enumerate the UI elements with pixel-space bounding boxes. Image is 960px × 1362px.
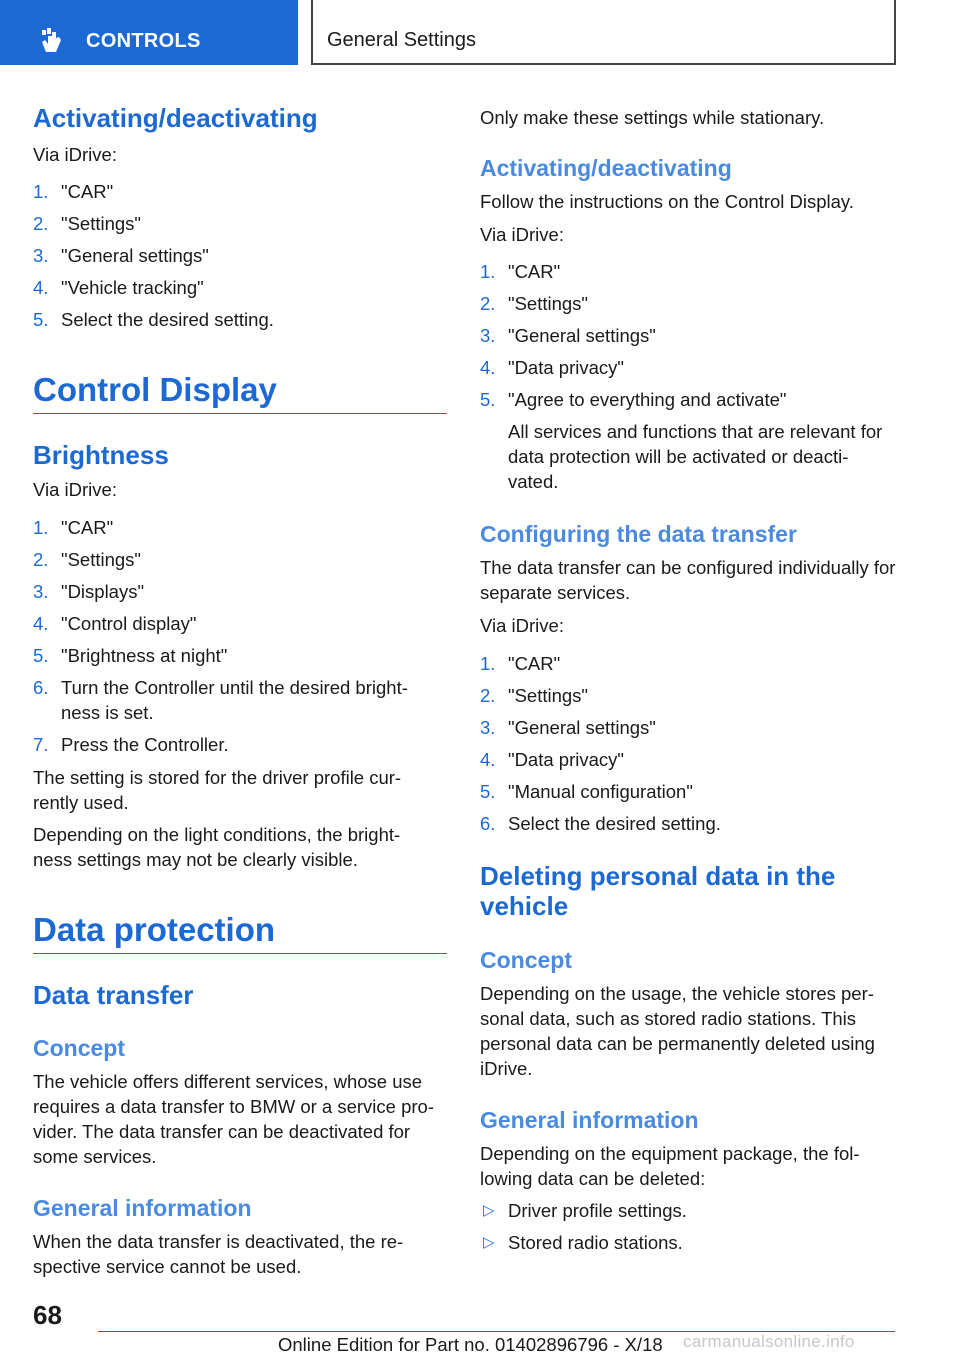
activating-steps-left: [33, 179, 447, 339]
heading-configuring: Configuring the data transfer: [480, 521, 797, 547]
brightness-steps: [33, 515, 447, 764]
heading-data-transfer: Data transfer: [33, 980, 194, 1010]
list-item: 3. "Displays": [33, 581, 145, 602]
heading-activating-right: Activating/deactivating: [480, 155, 732, 181]
general-info-text-right: Depending on the equipment package, the fol‐ lowing data can be deleted:: [480, 1143, 860, 1189]
heading-deleting: Deleting personal data in the vehicle: [480, 861, 836, 921]
chapter-label: CONTROLS: [86, 30, 201, 52]
brightness-note-2: Depending on the light conditions, the bright‐ ness settings may not be clearly visible.: [33, 824, 401, 870]
edition-text: Online Edition for Part no. 01402896796 - X/18: [278, 1334, 663, 1355]
follow-instructions-text: Follow the instructions on the Control Display.: [480, 191, 854, 212]
list-item: 2. "Settings": [480, 685, 588, 706]
list-item: 2. "Settings": [480, 293, 588, 314]
list-item: 5. "Brightness at night": [33, 645, 228, 666]
heading-concept-left: Concept: [33, 1035, 125, 1061]
list-item: 3. "General settings": [480, 717, 656, 738]
chapter-tab: [0, 0, 298, 65]
heading-general-info-left: General information: [33, 1195, 252, 1221]
via-idrive-text: Via iDrive:: [480, 615, 564, 636]
list-item: ▷ Driver profile settings.: [483, 1200, 687, 1221]
triangle-bullet-icon: ▷: [483, 1234, 495, 1251]
list-item: ▷ Stored radio stations.: [483, 1232, 683, 1253]
step-5-description: All services and functions that are relevant for data protection will be activated or deacti‐ vated.: [508, 421, 883, 492]
heading-control-display: Control Display: [33, 371, 447, 414]
list-item: 3. "General settings": [33, 245, 209, 266]
list-item: 5. "Agree to everything and activate" All services and functions that are relevant for data protection will be activated or deacti‐ vated.: [480, 387, 896, 494]
configuring-text: The data transfer can be configured individually for separate services.: [480, 557, 896, 603]
watermark-logo: carmanualsonline.info: [683, 1332, 855, 1351]
via-idrive-text: Via iDrive:: [480, 224, 564, 245]
via-idrive-text: Via iDrive:: [33, 144, 117, 165]
section-header: [311, 0, 896, 65]
stationary-note: Only make these settings while stationary.: [480, 107, 825, 128]
list-item: 1. "CAR": [33, 181, 114, 202]
list-item: 4. "Data privacy": [480, 749, 624, 770]
list-item: 1. "CAR": [480, 653, 561, 674]
via-idrive-text: Via iDrive:: [33, 479, 117, 500]
list-item: 6. Select the desired setting.: [480, 813, 721, 834]
concept-text-left: The vehicle offers different services, whose use requires a data transfer to BMW or a service pro‐ vider. The data transfer can be deactivated for some services.: [33, 1071, 434, 1167]
list-item: 5. Select the desired setting.: [33, 309, 274, 330]
deletable-data-list: [480, 1198, 896, 1262]
page-number: 68: [33, 1300, 62, 1330]
list-item: 6. Turn the Controller until the desired bright‐ ness is set.: [33, 677, 408, 723]
configuring-steps: [480, 651, 896, 843]
section-title: General Settings: [327, 29, 476, 51]
heading-concept-right: Concept: [480, 947, 572, 973]
list-item: 7. Press the Controller.: [33, 734, 229, 755]
heading-brightness: Brightness: [33, 440, 169, 470]
heading-activating-left: Activating/deactivating: [33, 103, 318, 133]
list-item: 1. "CAR": [33, 517, 114, 538]
list-item: 4. "Vehicle tracking": [33, 277, 204, 298]
brightness-note-1: The setting is stored for the driver profile cur‐ rently used.: [33, 767, 402, 813]
list-item: 3. "General settings": [480, 325, 656, 346]
list-item: 1. "CAR": [480, 261, 561, 282]
heading-data-protection: Data protection: [33, 911, 447, 954]
list-item: 2. "Settings": [33, 549, 141, 570]
concept-text-right: Depending on the usage, the vehicle stores per‐ sonal data, such as stored radio stations. This personal data can be permanently deleted using iDrive.: [480, 983, 875, 1079]
list-item: 4. "Data privacy": [480, 357, 624, 378]
list-item: 4. "Control display": [33, 613, 197, 634]
heading-general-info-right: General information: [480, 1107, 699, 1133]
triangle-bullet-icon: ▷: [483, 1202, 495, 1219]
list-item: 5. "Manual configuration": [480, 781, 693, 802]
activating-steps-right: [480, 259, 896, 501]
general-info-text-left: When the data transfer is deactivated, the re‐ spective service cannot be used.: [33, 1231, 404, 1277]
list-item: 2. "Settings": [33, 213, 141, 234]
hand-pointer-icon: [38, 28, 64, 54]
